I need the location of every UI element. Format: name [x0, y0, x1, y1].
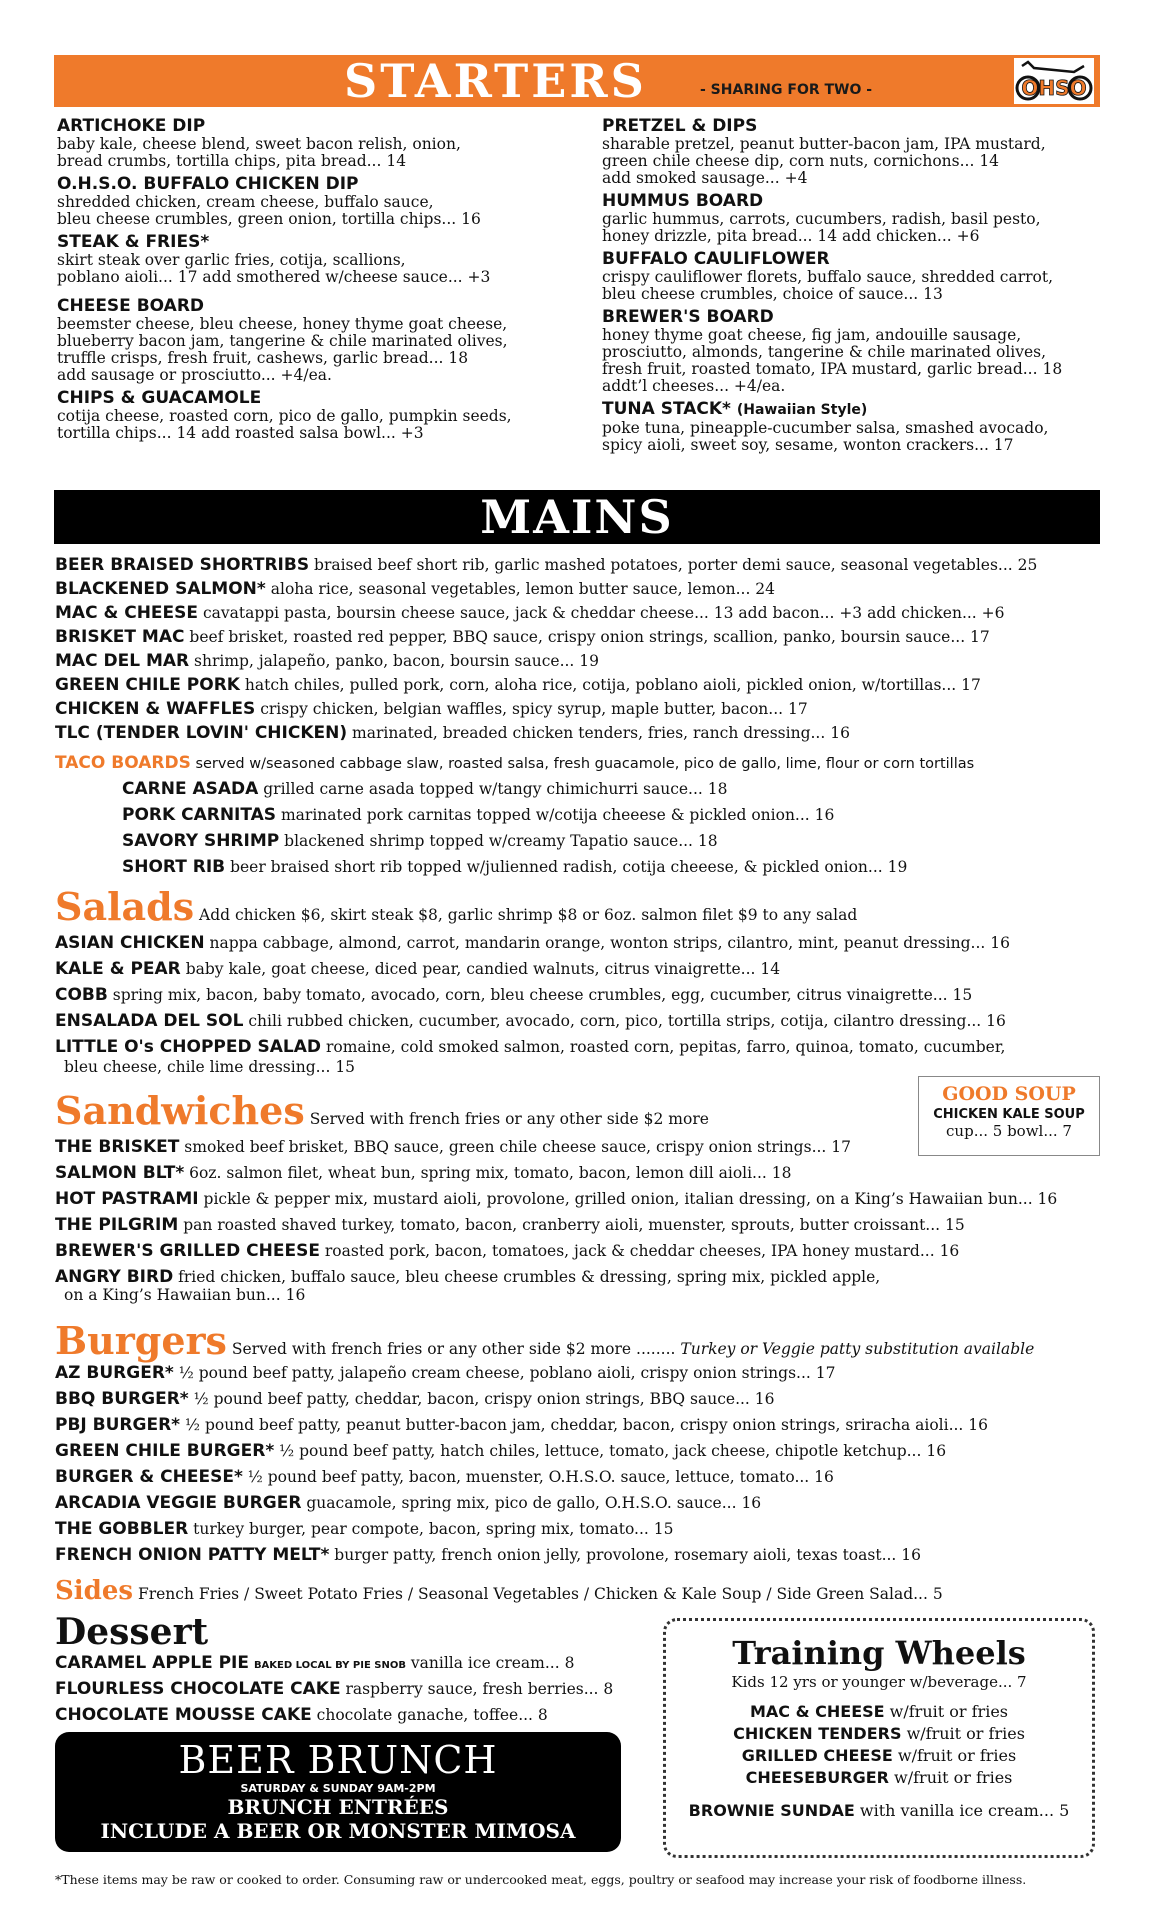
- sandwich-item-desc: smoked beef brisket, BBQ sauce, green chile cheese sauce, crispy onion strings... 17: [184, 1138, 851, 1156]
- salad-item: [55, 1010, 1006, 1032]
- kids-item-desc: w/fruit or fries: [889, 1702, 1008, 1721]
- kids-item-name: CHEESEBURGER: [745, 1768, 889, 1787]
- dessert-item-desc: vanilla ice cream... 8: [410, 1654, 575, 1672]
- burger-item-desc: ½ pound beef patty, jalapeño cream cheese, poblano aioli, crispy onion strings... 17: [178, 1364, 836, 1382]
- beer-brunch-banner: [55, 1732, 621, 1852]
- main-item-name: MAC DEL MAR: [55, 651, 190, 671]
- main-item-name: GREEN CHILE PORK: [55, 675, 240, 695]
- starter-name: ARTICHOKE DIP: [57, 116, 206, 136]
- dessert-title: Dessert: [55, 1611, 209, 1653]
- salad-item-continued: bleu cheese, chile lime dressing... 15: [64, 1058, 356, 1076]
- soup-name: CHICKEN KALE SOUP: [933, 1107, 1085, 1122]
- sandwich-item-continued: on a King’s Hawaiian bun... 16: [64, 1286, 306, 1304]
- starter-desc: garlic hummus, carrots, cucumbers, radish, basil pesto,: [602, 210, 1041, 228]
- starter-desc: poke tuna, pineapple-cucumber salsa, smashed avocado,: [602, 419, 1049, 437]
- starters-title: STARTERS: [344, 54, 647, 108]
- kids-item: [666, 1723, 1092, 1745]
- salad-item-desc: nappa cabbage, almond, carrot, mandarin orange, wonton strips, cilantro, mint, peanut dressing... 16: [209, 934, 1010, 952]
- training-wheels-title: Training Wheels: [732, 1634, 1026, 1672]
- starter-name: HUMMUS BOARD: [602, 191, 764, 211]
- main-item-desc: marinated, breaded chicken tenders, fries, ranch dressing... 16: [352, 724, 850, 742]
- main-item: [55, 722, 850, 744]
- brunch-time: SATURDAY & SUNDAY 9AM-2PM: [240, 1782, 436, 1795]
- starter-name: BUFFALO CAULIFLOWER: [602, 249, 830, 269]
- salad-item: [55, 984, 972, 1006]
- burger-item: [55, 1362, 835, 1384]
- burger-item: [55, 1492, 761, 1514]
- sandwich-item-desc: roasted pork, bacon, tomatoes, jack & cheddar cheeses, IPA honey mustard... 16: [324, 1242, 960, 1260]
- sandwiches-title: Sandwiches: [55, 1088, 305, 1133]
- dessert-item-name: CHOCOLATE MOUSSE CAKE: [55, 1705, 312, 1725]
- starter-name: O.H.S.O. BUFFALO CHICKEN DIP: [57, 174, 359, 194]
- dessert-item: [55, 1704, 548, 1726]
- burgers-title: Burgers: [55, 1318, 227, 1363]
- starter-name: [602, 399, 1102, 420]
- salad-item-name: KALE & PEAR: [55, 959, 181, 979]
- sandwich-item-name: THE PILGRIM: [55, 1215, 179, 1235]
- taco-item: [122, 804, 834, 826]
- main-item-name: TLC (TENDER LOVIN' CHICKEN): [55, 723, 348, 743]
- footnote: *These items may be raw or cooked to order. Consuming raw or undercooked meat, eggs, poultry or seafood may increase your risk of foodborne illness.: [55, 1872, 1027, 1887]
- taco-boards: [55, 752, 974, 775]
- burger-item-desc: ½ pound beef patty, bacon, muenster, O.H.S.O. sauce, lettuce, tomato... 16: [247, 1468, 834, 1486]
- dessert-item-name: FLOURLESS CHOCOLATE CAKE: [55, 1679, 341, 1699]
- brownie-desc: with vanilla ice cream... 5: [859, 1801, 1070, 1820]
- kids-item: [666, 1701, 1092, 1723]
- taco-item-name: SAVORY SHRIMP: [122, 831, 280, 851]
- main-item-desc: crispy chicken, belgian waffles, spicy syrup, maple butter, bacon... 17: [260, 700, 808, 718]
- starter-desc: shredded chicken, cream cheese, buffalo sauce,: [57, 193, 434, 211]
- main-item-desc: cavatappi pasta, boursin cheese sauce, jack & cheddar cheese... 13 add bacon... +3 add chicken... +6: [202, 604, 1005, 622]
- kids-item-desc: w/fruit or fries: [906, 1724, 1025, 1743]
- burger-item-desc: ½ pound beef patty, peanut butter-bacon jam, cheddar, bacon, crispy onion strings, sriracha aioli... 16: [185, 1416, 989, 1434]
- burger-item-name: ARCADIA VEGGIE BURGER: [55, 1493, 302, 1513]
- burger-item: [55, 1440, 946, 1462]
- starter-desc: green chile cheese dip, corn nuts, cornichons... 14: [602, 152, 1000, 170]
- sandwiches-note: Served with french fries or any other side $2 more: [309, 1110, 709, 1128]
- burger-item: [55, 1414, 988, 1436]
- soup-title: GOOD SOUP: [942, 1083, 1076, 1105]
- starter-item: [57, 174, 577, 228]
- main-item-desc: hatch chiles, pulled pork, corn, aloha rice, cotija, poblano aioli, pickled onion, w/tortillas... 17: [244, 676, 981, 694]
- starter-item: [57, 116, 577, 170]
- burger-item-desc: ½ pound beef patty, hatch chiles, lettuce, tomato, jack cheese, chipotle ketchup... 16: [279, 1442, 947, 1460]
- starter-item: [57, 388, 577, 442]
- starter-desc: sharable pretzel, peanut butter-bacon jam, IPA mustard,: [602, 135, 1046, 153]
- starter-item: [602, 191, 1102, 245]
- salad-item: [55, 932, 1010, 954]
- starters-subtitle: - SHARING FOR TWO -: [700, 82, 873, 98]
- starter-desc: honey drizzle, pita bread... 14 add chicken... +6: [602, 227, 980, 245]
- burger-item-name: BURGER & CHEESE*: [55, 1467, 243, 1487]
- sandwich-item: [55, 1162, 792, 1184]
- brownie-sundae: [666, 1801, 1092, 1820]
- starter-name: BREWER'S BOARD: [602, 307, 774, 327]
- burgers-note-italic: Turkey or Veggie patty substitution available: [680, 1340, 1035, 1358]
- kids-item-desc: w/fruit or fries: [897, 1746, 1017, 1765]
- sandwich-item-desc: 6oz. salmon filet, wheat bun, spring mix, tomato, bacon, lemon dill aioli... 18: [189, 1164, 792, 1182]
- salads-title: Salads: [55, 884, 195, 929]
- starter-desc: addt’l cheeses... +4/ea.: [602, 377, 786, 395]
- sandwich-item-name: ANGRY BIRD: [55, 1267, 174, 1287]
- dessert-item: [55, 1652, 574, 1677]
- burgers-note: Served with french fries or any other side $2 more ........: [231, 1340, 676, 1358]
- burger-item: [55, 1544, 921, 1566]
- burger-item-desc: turkey burger, pear compote, bacon, spring mix, tomato... 15: [193, 1520, 674, 1538]
- training-wheels-sub: Kids 12 yrs or younger w/beverage... 7: [731, 1673, 1027, 1691]
- brunch-title: BEER BRUNCH: [178, 1738, 498, 1782]
- burger-item: [55, 1466, 834, 1488]
- starter-desc: skirt steak over garlic fries, cotija, scallions,: [57, 251, 406, 269]
- sandwich-item: [55, 1188, 1057, 1210]
- salad-item-name: COBB: [55, 985, 108, 1005]
- starter-item: [602, 307, 1102, 395]
- brunch-line-2: INCLUDE A BEER OR MONSTER MIMOSA: [100, 1819, 576, 1843]
- mains-banner: [54, 490, 1100, 544]
- starter-desc: poblano aioli... 17 add smothered w/cheese sauce... +3: [57, 268, 491, 286]
- dessert-item-name: CARAMEL APPLE PIE: [55, 1653, 249, 1673]
- starter-name-text: TUNA STACK*: [602, 399, 731, 419]
- starters-banner: [54, 55, 1100, 107]
- salad-item-name: LITTLE O's CHOPPED SALAD: [55, 1037, 322, 1057]
- sandwich-item-name: SALMON BLT*: [55, 1163, 185, 1183]
- kids-item: [666, 1745, 1092, 1767]
- salad-item: [55, 1036, 1005, 1058]
- salads-header: [55, 884, 857, 929]
- starter-desc: add sausage or prosciutto... +4/ea.: [57, 366, 332, 384]
- main-item: [55, 578, 775, 600]
- main-item-desc: braised beef short rib, garlic mashed potatoes, porter demi sauce, seasonal vegetables... 25: [314, 556, 1038, 574]
- main-item-desc: shrimp, jalapeño, panko, bacon, boursin sauce... 19: [194, 652, 599, 670]
- salads-note: Add chicken $6, skirt steak $8, garlic shrimp $8 or 6oz. salmon filet $9 to any salad: [199, 906, 858, 924]
- burger-item-name: PBJ BURGER*: [55, 1415, 181, 1435]
- sides-header: [55, 1576, 943, 1606]
- starter-name: CHEESE BOARD: [57, 296, 205, 316]
- starter-desc: prosciutto, almonds, tangerine & chile marinated olives,: [602, 343, 1047, 361]
- burgers-header: [55, 1318, 1034, 1363]
- burger-item-name: BBQ BURGER*: [55, 1389, 189, 1409]
- dessert-item: [55, 1678, 613, 1700]
- sandwiches-header: [55, 1088, 709, 1133]
- starter-desc: honey thyme goat cheese, fig jam, andouille sausage,: [602, 326, 1022, 344]
- main-item-desc: aloha rice, seasonal vegetables, lemon butter sauce, lemon... 24: [270, 580, 776, 598]
- training-wheels-box: [663, 1618, 1095, 1858]
- sides-desc: French Fries / Sweet Potato Fries / Seasonal Vegetables / Chicken & Kale Soup / Side Green Salad... 5: [137, 1585, 943, 1603]
- brunch-line-1: BRUNCH ENTRÉES: [227, 1795, 449, 1819]
- main-item: [55, 554, 1037, 576]
- kids-item-name: GRILLED CHEESE: [741, 1746, 893, 1765]
- starter-item: [602, 116, 1102, 187]
- taco-item: [122, 830, 718, 852]
- starter-name: CHIPS & GUACAMOLE: [57, 388, 262, 408]
- starters-right-column: [602, 116, 1102, 458]
- starter-desc: baby kale, cheese blend, sweet bacon relish, onion,: [57, 135, 461, 153]
- starter-desc: bread crumbs, tortilla chips, pita bread... 14: [57, 152, 407, 170]
- starter-item: [57, 296, 577, 384]
- salad-item-desc: romaine, cold smoked salmon, roasted corn, pepitas, farro, quinoa, tomato, cucumber,: [325, 1038, 1006, 1056]
- taco-item-desc: beer braised short rib topped w/julienned radish, cotija cheeese, & pickled onion... 19: [230, 858, 908, 876]
- sandwich-item-name: BREWER'S GRILLED CHEESE: [55, 1241, 320, 1261]
- taco-item-desc: marinated pork carnitas topped w/cotija cheeese & pickled onion... 16: [280, 806, 835, 824]
- main-item-name: MAC & CHEESE: [55, 603, 198, 623]
- brownie-name: BROWNIE SUNDAE: [688, 1801, 855, 1820]
- starter-desc: fresh fruit, roasted tomato, IPA mustard, garlic bread... 18: [602, 360, 1063, 378]
- starter-desc: spicy aioli, sweet soy, sesame, wonton crackers... 17: [602, 436, 1014, 454]
- main-item-desc: beef brisket, roasted red pepper, BBQ sauce, crispy onion strings, scallion, panko, boursin sauce... 17: [189, 628, 990, 646]
- sandwich-item: [55, 1136, 851, 1158]
- taco-boards-desc: served w/seasoned cabbage slaw, roasted salsa, fresh guacamole, pico de gallo, lime, flour or corn tortillas: [195, 756, 975, 772]
- starter-desc: add smoked sausage... +4: [602, 169, 808, 187]
- burger-item-name: FRENCH ONION PATTY MELT*: [55, 1545, 330, 1565]
- taco-item: [122, 778, 727, 800]
- sides-title: Sides: [55, 1576, 134, 1606]
- good-soup-box: [918, 1076, 1100, 1156]
- main-item: [55, 698, 808, 720]
- salad-item-name: ENSALADA DEL SOL: [55, 1011, 244, 1031]
- burger-item-name: GREEN CHILE BURGER*: [55, 1441, 275, 1461]
- starter-desc: crispy cauliflower florets, buffalo sauce, shredded carrot,: [602, 268, 1054, 286]
- soup-price: cup... 5 bowl... 7: [946, 1122, 1072, 1140]
- starter-item: [57, 232, 577, 286]
- sandwich-item-name: HOT PASTRAMI: [55, 1189, 199, 1209]
- dessert-item-tag: BAKED LOCAL BY PIE SNOB: [253, 1660, 406, 1671]
- starter-desc: cotija cheese, roasted corn, pico de gallo, pumpkin seeds,: [57, 407, 512, 425]
- main-item: [55, 626, 990, 648]
- taco-item: [122, 856, 907, 878]
- dessert-item-desc: chocolate ganache, toffee... 8: [316, 1706, 548, 1724]
- dessert-item-desc: raspberry sauce, fresh berries... 8: [345, 1680, 614, 1698]
- sandwich-item-desc: fried chicken, buffalo sauce, bleu cheese crumbles & dressing, spring mix, pickled apple,: [178, 1268, 881, 1286]
- mains-title: MAINS: [480, 490, 674, 544]
- ohso-logo: [1014, 58, 1094, 104]
- starter-desc: bleu cheese crumbles, choice of sauce... 13: [602, 285, 943, 303]
- taco-item-name: SHORT RIB: [122, 857, 226, 877]
- starter-desc: blueberry bacon jam, tangerine & chile marinated olives,: [57, 332, 508, 350]
- kids-item-desc: w/fruit or fries: [894, 1768, 1013, 1787]
- burger-item-name: THE GOBBLER: [55, 1519, 189, 1539]
- main-item-name: CHICKEN & WAFFLES: [55, 699, 256, 719]
- starter-name: PRETZEL & DIPS: [602, 116, 758, 136]
- burger-item-name: AZ BURGER*: [55, 1363, 174, 1383]
- salad-item-name: ASIAN CHICKEN: [55, 933, 205, 953]
- starter-item: [602, 399, 1102, 454]
- starter-desc: truffle crisps, fresh fruit, cashews, garlic bread... 18: [57, 349, 469, 367]
- salad-item-desc: spring mix, bacon, baby tomato, avocado, corn, bleu cheese crumbles, egg, cucumber, citrus vinaigrette... 15: [112, 986, 973, 1004]
- salad-item-desc: baby kale, goat cheese, diced pear, candied walnuts, citrus vinaigrette... 14: [185, 960, 781, 978]
- sandwich-item: [55, 1240, 959, 1262]
- starter-desc: tortilla chips... 14 add roasted salsa bowl... +3: [57, 424, 424, 442]
- starter-item: [602, 249, 1102, 303]
- main-item-name: BEER BRAISED SHORTRIBS: [55, 555, 310, 575]
- starter-desc: bleu cheese crumbles, green onion, tortilla chips... 16: [57, 210, 481, 228]
- main-item: [55, 602, 1005, 624]
- taco-item-name: CARNE ASADA: [122, 779, 259, 799]
- starter-name-suffix: (Hawaiian Style): [736, 402, 868, 418]
- burger-item-desc: ½ pound beef patty, cheddar, bacon, crispy onion strings, BBQ sauce... 16: [193, 1390, 775, 1408]
- main-item-name: BRISKET MAC: [55, 627, 185, 647]
- salad-item-desc: chili rubbed chicken, cucumber, avocado, corn, pico, tortilla strips, cotija, cilantro dressing... 16: [248, 1012, 1006, 1030]
- kids-item-name: CHICKEN TENDERS: [733, 1724, 902, 1743]
- starters-left-column: [57, 116, 577, 446]
- salad-item: [55, 958, 780, 980]
- kids-item-name: MAC & CHEESE: [749, 1702, 885, 1721]
- taco-item-desc: blackened shrimp topped w/creamy Tapatio sauce... 18: [284, 832, 718, 850]
- burger-item: [55, 1518, 673, 1540]
- sandwich-item: [55, 1214, 965, 1236]
- main-item: [55, 674, 981, 696]
- starter-desc: beemster cheese, bleu cheese, honey thyme goat cheese,: [57, 315, 508, 333]
- main-item-name: BLACKENED SALMON*: [55, 579, 266, 599]
- taco-item-desc: grilled carne asada topped w/tangy chimichurri sauce... 18: [263, 780, 728, 798]
- starter-name: STEAK & FRIES*: [57, 232, 210, 252]
- taco-boards-title: TACO BOARDS: [55, 753, 191, 773]
- main-item: [55, 650, 599, 672]
- taco-item-name: PORK CARNITAS: [122, 805, 277, 825]
- sandwich-item-desc: pickle & pepper mix, mustard aioli, provolone, grilled onion, italian dressing, on a King’s Hawaiian bun... 16: [203, 1190, 1058, 1208]
- burger-item-desc: burger patty, french onion jelly, provolone, rosemary aioli, texas toast... 16: [334, 1546, 921, 1564]
- kids-item: [666, 1767, 1092, 1789]
- burger-item: [55, 1388, 775, 1410]
- sandwich-item-name: THE BRISKET: [55, 1137, 180, 1157]
- logo-text: OHSO: [1021, 76, 1087, 100]
- sandwich-item-desc: pan roasted shaved turkey, tomato, bacon, cranberry aioli, muenster, sprouts, butter croissant... 15: [183, 1216, 965, 1234]
- burger-item-desc: guacamole, spring mix, pico de gallo, O.H.S.O. sauce... 16: [306, 1494, 762, 1512]
